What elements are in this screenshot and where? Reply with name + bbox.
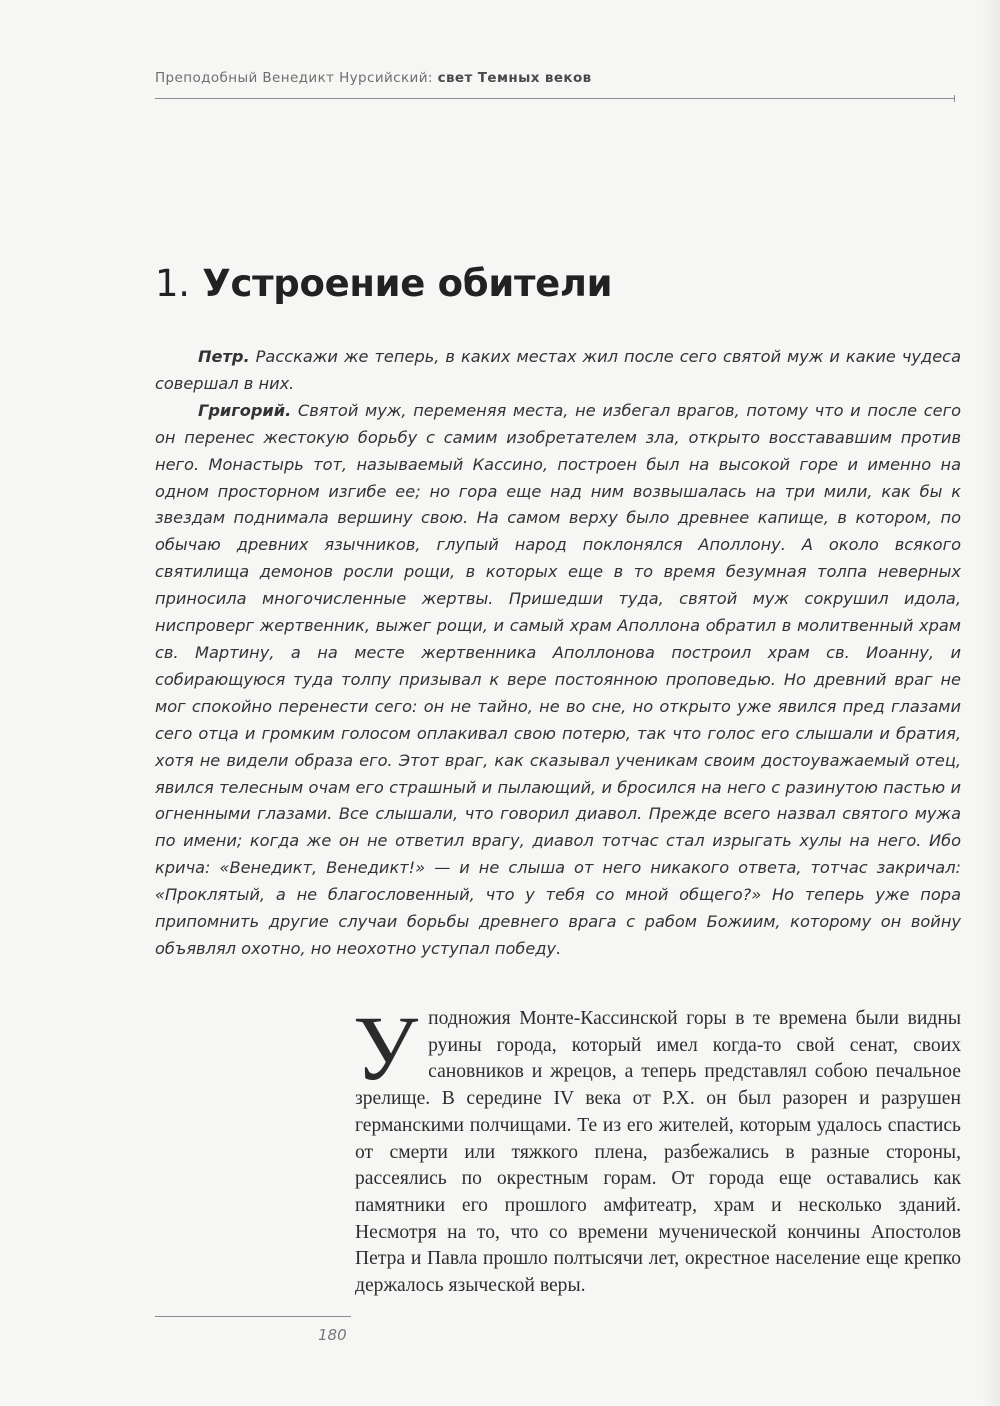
header-rule — [155, 98, 955, 99]
dialogue-paragraph — [155, 344, 961, 398]
speaker-name: Петр. — [198, 347, 250, 366]
narrative-paragraph — [353, 997, 961, 1300]
running-head-author: Преподобный Венедикт Нурсийский: — [155, 70, 433, 86]
chapter-title — [155, 262, 612, 305]
drop-cap: У — [353, 997, 419, 1099]
speaker-name: Григорий. — [198, 400, 292, 420]
page-number: 180 — [318, 1326, 347, 1344]
footer-rule — [155, 1316, 351, 1317]
chapter-title-text: Устроение обители — [202, 262, 613, 305]
narrative-text: подножия Монте-Кассинской горы в те времена были видны руины города, который имел когда-то свой сенат, своих сановников и жрецов, а теперь представлял собою печальное зрелище. В середине IV века от Р.Х. он был разорен и разрушен германскими полчищами. Те из его жителей, которым удалось спастись от смерти или тяжкого плена, разбежались в разные стороны, рассеялись по окрестным горам. От города еще оставались как памятники его прошлого амфитеатр, храм и несколько зданий. Несмотря на то, что со времени мученической кончины Апостолов Петра и Павла прошло полтысячи лет, окрестное население еще крепко держалось языческой веры. — [355, 1008, 961, 1297]
header-rule-end-tick — [954, 95, 955, 102]
narrative-block — [353, 997, 961, 1300]
page-edge-shadow — [982, 0, 1000, 1406]
dialogue-text: Расскажи же теперь, в каких местах жил после сего святой муж и какие чудеса совершал в них. — [155, 347, 961, 393]
running-head — [155, 70, 592, 86]
running-head-subtitle: свет Темных веков — [437, 70, 592, 86]
dialogue-text: Святой муж, переменяя места, не избегал врагов, потому что и после сего он перенес жестокую борьбу с самим изобретателем зла, открыто восстававшим против него. Монастырь тот, называемый Кассино, построен был на высокой горе и именно на одном просторном изгибе ее; но гора еще над ним возвышалась на три мили, как бы к звездам поднимала вершину свою. На самом верху было древнее капище, в котором, по обычаю древних язычников, глупый народ поклонялся Аполлону. А около всякого святилища демонов росли рощи, в которых еще в то время безумная толпа неверных приносила многочисленные жертвы. Пришедши туда, святой муж сокрушил идола, ниспроверг жертвенник, выжег рощи, и самый храм Аполлона обратил в молитвенный храм св. Мартину, а на месте жертвенника Аполлонова построил храм св. Иоанну, и собирающуюся туда толпу призывал к вере постоянною проповедью. Но древний враг не мог спокойно перенести сего: он не тайно, не во сне, но открыто уже явился пред глазами сего отца и громким голосом оплакивал свою потерю, так что голос его слышали и братия, хотя не видели образа его. Этот враг, как сказывал ученикам своим достоуважаемый отец, явился телесным очам его страшный и пылающий, и бросился на него с разинутою пастью и огненными глазами. Все слышали, что говорил диавол. Прежде всего назвал святого мужа по имени; когда же он не ответил врагу, диавол тотчас стал изрыгать хулы на него. Ибо крича: «Венедикт, Венедикт!» — и не слыша от него никакого ответа, тотчас закричал: «Проклятый, а не благословенный, что у тебя со мной общего?» Но теперь уже пора припомнить другие случаи борьбы древнего врага с рабом Божиим, которому он войну объявлял охотно, но неохотно уступал победу. — [155, 400, 961, 958]
chapter-number: 1. — [155, 262, 190, 305]
dialogue-block — [155, 344, 961, 963]
dialogue-paragraph — [155, 398, 961, 963]
